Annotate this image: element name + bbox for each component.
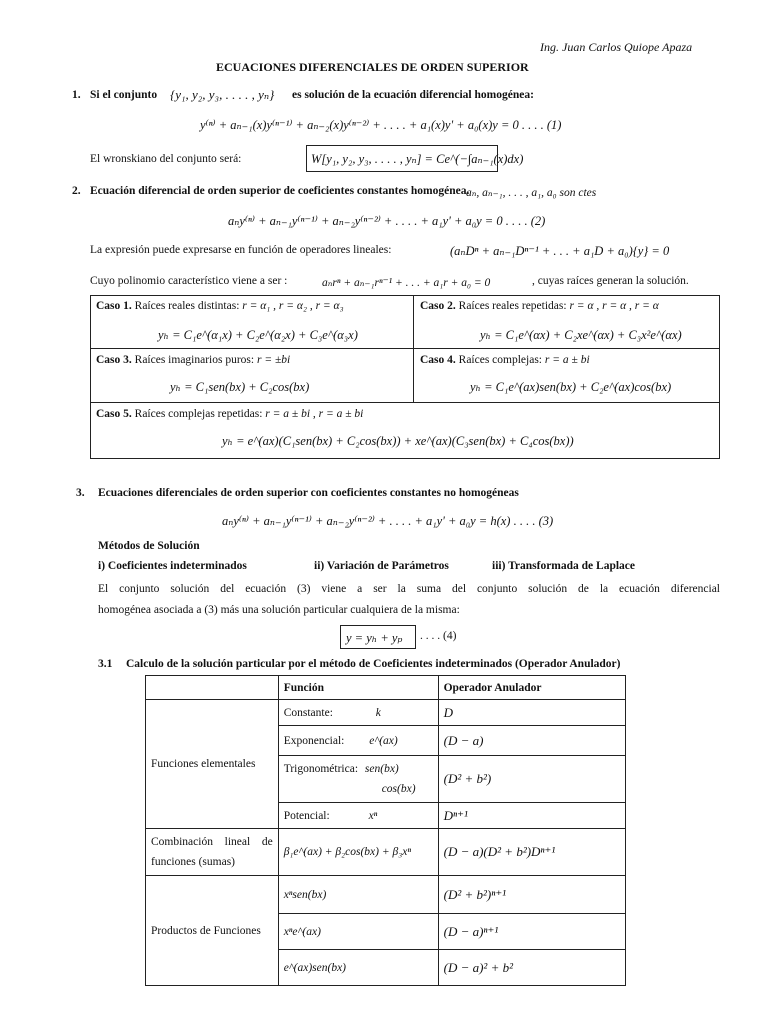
case-4-desc: Raíces complejas: [458,354,543,366]
s31-heading: Calculo de la solución particular por el método de Coeficientes indeterminados (Operador Anulador) [126,658,621,670]
case-3-label: Caso 3. [96,354,132,366]
s1-intro: Si el conjunto [90,89,158,101]
case-1-label: Caso 1. [96,300,132,312]
case-1-solution: yₕ = C₁e^(α₁x) + C₂e^(α₂x) + C₃e^(α₃x) [158,328,358,342]
case-5-desc: Raíces complejas repetidas: [134,408,263,420]
s1-rest: es solución de la ecuación diferencial homogénea: [292,89,534,101]
case-5-solution: yₕ = e^(ax)(C₁sen(bx) + C₂cos(bx)) + xe^(ax)(C₃sen(bx) + C₄cos(bx)) [222,434,574,448]
case-2-header [420,300,659,312]
case-2-solution: yₕ = C₁e^(αx) + C₂xe^(αx) + C₃x²e^(αx) [480,328,682,342]
s2-heading: Ecuación diferencial de orden superior de coeficientes constantes homogénea. [90,185,470,197]
case-3-header [96,354,290,366]
func-exponential-label: Exponencial: [283,734,345,747]
op-trig: (D² + b²) [438,756,625,803]
s2-equation: aₙy⁽ⁿ⁾ + aₙ₋₁y⁽ⁿ⁻¹⁾ + aₙ₋₂y⁽ⁿ⁻²⁾ + . . . . + a₁y' + a₀y = 0 . . . . (2) [228,214,546,228]
op-product-3: (D − a)² + b² [438,950,625,986]
func-potential-value: xⁿ [368,809,378,822]
func-trig [278,756,438,803]
case-2-desc: Raíces reales repetidas: [458,300,567,312]
header-function: Función [278,676,438,700]
case-4-header [420,354,590,366]
func-trig-sen: sen(bx) [364,763,399,775]
paragraph-line-2: homogénea asociada a (3) más una solución particular cualquiera de la misma: [98,604,460,616]
char-text: Cuyo polinomio característico viene a ser : [90,275,288,287]
s1-set: {y₁, y₂, y₃, . . . . , yₙ} [170,87,275,102]
case-1-roots: r = α₁ , r = α₂ , r = α₃ [242,300,344,312]
page-title: ECUACIONES DIFERENCIALES DE ORDEN SUPERIOR [216,60,529,74]
case-5-roots: r = a ± bi , r = a ± bi [265,408,364,420]
func-exponential-value: e^(ax) [369,734,398,747]
case-3-roots: r = ±bi [256,354,291,366]
func-constant [278,700,438,726]
case-3-solution: yₕ = C₁sen(bx) + C₂cos(bx) [170,380,310,394]
case-4-solution: yₕ = C₁e^(ax)sen(bx) + C₂e^(ax)cos(bx) [470,380,672,394]
case-2-label: Caso 2. [420,300,456,312]
op-potential: Dⁿ⁺¹ [438,803,625,829]
s2-coeffs: aₙ, aₙ₋₁, . . . , a₁, a₀ son ctes [466,187,597,199]
table-row [146,876,626,914]
func-product-3: e^(ax)sen(bx) [278,950,438,986]
case-4-label: Caso 4. [420,354,456,366]
op-product-1: (D² + b²)ⁿ⁺¹ [438,876,625,914]
case-1-header [96,300,344,312]
case-2-roots: r = α , r = α , r = α [569,300,659,312]
op-eq: (aₙDⁿ + aₙ₋₁Dⁿ⁻¹ + . . . + a₁D + a₀){y} = 0 [450,244,670,258]
case-4-roots: r = a ± bi [544,354,590,366]
s2-num: 2. [72,185,81,197]
case-1-desc: Raíces reales distintas: [134,300,240,312]
s3-num: 3. [76,487,85,499]
op-constant: D [438,700,625,726]
func-trig-label: Trigonométrica: [283,763,359,775]
s1-equation: y⁽ⁿ⁾ + aₙ₋₁(x)y⁽ⁿ⁻¹⁾ + aₙ₋₂(x)y⁽ⁿ⁻²⁾ + . . . . + a₁(x)y' + a₀(x)y = 0 . . . . (1) [200,118,562,132]
op-text: La expresión puede expresarse en función de operadores lineales: [90,244,392,256]
case-5-label: Caso 5. [96,408,132,420]
table-header-row [146,676,626,700]
header-operator: Operador Anulador [438,676,625,700]
table-row [146,700,626,726]
char-eq: aₙrⁿ + aₙ₋₁rⁿ⁻¹ + . . . + a₁r + a₀ = 0 [322,277,491,289]
func-potential-label: Potencial: [283,809,330,822]
s31-num: 3.1 [98,658,113,670]
case-5-header [96,408,363,420]
func-product-2: xⁿe^(ax) [278,914,438,950]
method-3: iii) Transformada de Laplace [492,560,636,572]
op-exponential: (D − a) [438,726,625,756]
group-elementales: Funciones elementales [146,700,279,829]
s3-heading: Ecuaciones diferenciales de orden superior con coeficientes constantes no homogéneas [98,487,519,499]
method-2: ii) Variación de Parámetros [314,560,449,572]
methods-title: Métodos de Solución [98,540,200,552]
annihilator-table [145,675,626,986]
solution-eq: y = yₕ + yₚ [346,631,403,645]
case-3-desc: Raíces imaginarios puros: [134,354,255,366]
paragraph-line-1: El conjunto solución del ecuación (3) viene a ser la suma del conjunto solución de la ecuación diferencial [98,583,720,595]
method-1: i) Coeficientes indeterminados [98,560,247,572]
func-constant-value: k [375,706,381,719]
func-potential [278,803,438,829]
func-product-1: xⁿsen(bx) [278,876,438,914]
table-row [146,829,626,876]
author: Ing. Juan Carlos Quiope Apaza [540,40,693,54]
func-constant-label: Constante: [283,706,333,719]
header-empty [146,676,279,700]
op-product-2: (D − a)ⁿ⁺¹ [438,914,625,950]
s3-equation: aₙy⁽ⁿ⁾ + aₙ₋₁y⁽ⁿ⁻¹⁾ + aₙ₋₂y⁽ⁿ⁻²⁾ + . . . . + a₁y' + a₀y = h(x) . . . . (3) [222,514,554,528]
wronsk-label: El wronskiano del conjunto será: [90,153,242,165]
func-exponential [278,726,438,756]
char-end: , cuyas raíces generan la solución. [532,275,689,287]
wronsk-eq: W[y₁, y₂, y₃, . . . . , yₙ] = Ce^(−∫aₙ₋₁(x)dx) [311,152,524,166]
func-trig-cos: cos(bx) [381,783,416,795]
group-products: Productos de Funciones [146,876,279,986]
s1-num: 1. [72,89,81,101]
solution-num: . . . . (4) [420,630,457,642]
func-combination: β₁e^(ax) + β₂cos(bx) + β₃xⁿ [278,829,438,876]
op-combination: (D − a)(D² + b²)Dⁿ⁺¹ [438,829,625,876]
group-combination: Combinación lineal de funciones (sumas) [146,829,279,876]
